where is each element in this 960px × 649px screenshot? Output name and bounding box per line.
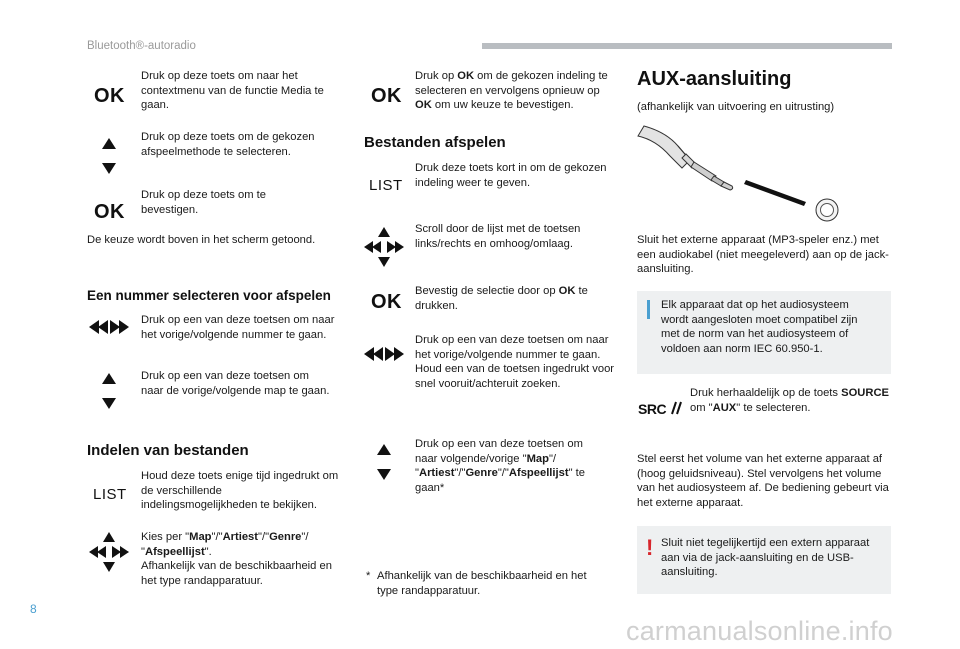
- four-way-arrows-icon: [88, 531, 130, 573]
- footnote: Afhankelijk van de beschikbaarheid en het type randapparatuur.: [377, 570, 587, 597]
- warning-icon: !: [646, 535, 654, 560]
- src-button-icon: SRC: [638, 400, 683, 419]
- jack-plug-illustration: [636, 120, 846, 224]
- connect-text: Sluit het externe apparaat (MP3-speler enz.) met een audiokabel (niet meegeleverd) aan op de jack-aansluiting.: [637, 234, 889, 276]
- left-right-arrows-icon: [363, 345, 405, 363]
- files-heading: Indelen van bestanden: [87, 442, 249, 459]
- left-right-arrows-icon: [88, 318, 130, 336]
- header-rule: [482, 43, 892, 49]
- aux-heading: AUX-aansluiting: [637, 68, 792, 90]
- ud-text: Druk op een van deze toetsen om naar volgende/vorige "Map"/ "Artiest"/"Genre"/"Afspeellijst" te gaan*: [415, 438, 585, 494]
- updown-method-text: Druk op deze toets om de gekozen afspeelmethode te selecteren.: [141, 131, 315, 158]
- info-box: [637, 291, 891, 374]
- page-number: 8: [30, 602, 37, 616]
- ok-button-icon: OK: [94, 201, 125, 223]
- four-way-arrows-icon: [363, 226, 405, 268]
- warning-box-text: Sluit niet tegelijkertijd een extern apparaat aan via de jack-aansluiting en de USB-aansluiting.: [661, 537, 870, 579]
- list-button-icon: LIST: [93, 486, 127, 503]
- ok-button-icon: OK: [371, 291, 402, 313]
- watermark: carmanualsonline.info: [626, 616, 893, 646]
- ok-context-text: Druk op deze toets om naar het contextmenu van de functie Media te gaan.: [141, 70, 324, 112]
- warning-box: [637, 526, 891, 594]
- running-header: Bluetooth®-autoradio: [87, 40, 196, 52]
- ok-sort-text: Druk op OK om de gekozen indeling te selecteren en vervolgens opnieuw op OK om uw keuze te bevestigen.: [415, 70, 608, 112]
- volume-text: Stel eerst het volume van het externe apparaat af (hoog geluidsniveau). Stel vervolgens het volume van het audiosysteem af. De bediening gebeurt via het externe apparaat.: [637, 453, 889, 509]
- ok-button-icon: OK: [371, 85, 402, 107]
- ok-confirm-text: Druk op deze toets om te bevestigen.: [141, 189, 266, 216]
- info-box-text: Elk apparaat dat op het audiosysteem wordt aangesloten moet compatibel zijn met de norm van het audiosysteem of voldoen aan norm IEC 60.950-1.: [661, 299, 858, 355]
- up-down-arrows-icon: [100, 372, 118, 410]
- files-nav-text: Kies per "Map"/"Artiest"/"Genre"/ "Afspeellijst". Afhankelijk van de beschikbaarheid en het type randapparatuur.: [141, 531, 332, 587]
- track-ud-text: Druk op een van deze toetsen om naar de vorige/volgende map te gaan.: [141, 370, 330, 397]
- choice-note: De keuze wordt boven in het scherm getoond.: [87, 234, 316, 246]
- up-down-arrows-icon: [375, 443, 393, 481]
- src-text: Druk herhaaldelijk op de toets SOURCE om "AUX" te selecteren.: [690, 387, 889, 414]
- list-button-icon: LIST: [369, 177, 403, 194]
- info-icon: [647, 300, 650, 319]
- scroll-text: Scroll door de lijst met de toetsen links/rechts en omhoog/omlaag.: [415, 223, 581, 250]
- list-short-text: Druk deze toets kort in om de gekozen indeling weer te geven.: [415, 162, 607, 189]
- track-lr-text: Druk op een van deze toetsen om naar het vorige/volgende nummer te gaan.: [141, 314, 335, 341]
- ok-confirm-text: Bevestig de selectie door op OK te drukken.: [415, 285, 588, 312]
- play-heading: Bestanden afspelen: [364, 134, 506, 151]
- ok-button-icon: OK: [94, 85, 125, 107]
- track-heading: Een nummer selecteren voor afspelen: [87, 288, 331, 303]
- aux-subtitle: (afhankelijk van uitvoering en uitrusting): [637, 101, 835, 113]
- up-down-arrows-icon: [100, 137, 118, 175]
- footnote-marker: *: [366, 570, 371, 582]
- lr-text: Druk op een van deze toetsen om naar het vorige/volgende nummer te gaan. Houd een van de toetsen ingedrukt voor snel vooruit/achteruit zoeken.: [415, 334, 615, 390]
- files-list-text: Houd deze toets enige tijd ingedrukt om de verschillende indelingsmogelijkheden te bekijken.: [141, 470, 339, 512]
